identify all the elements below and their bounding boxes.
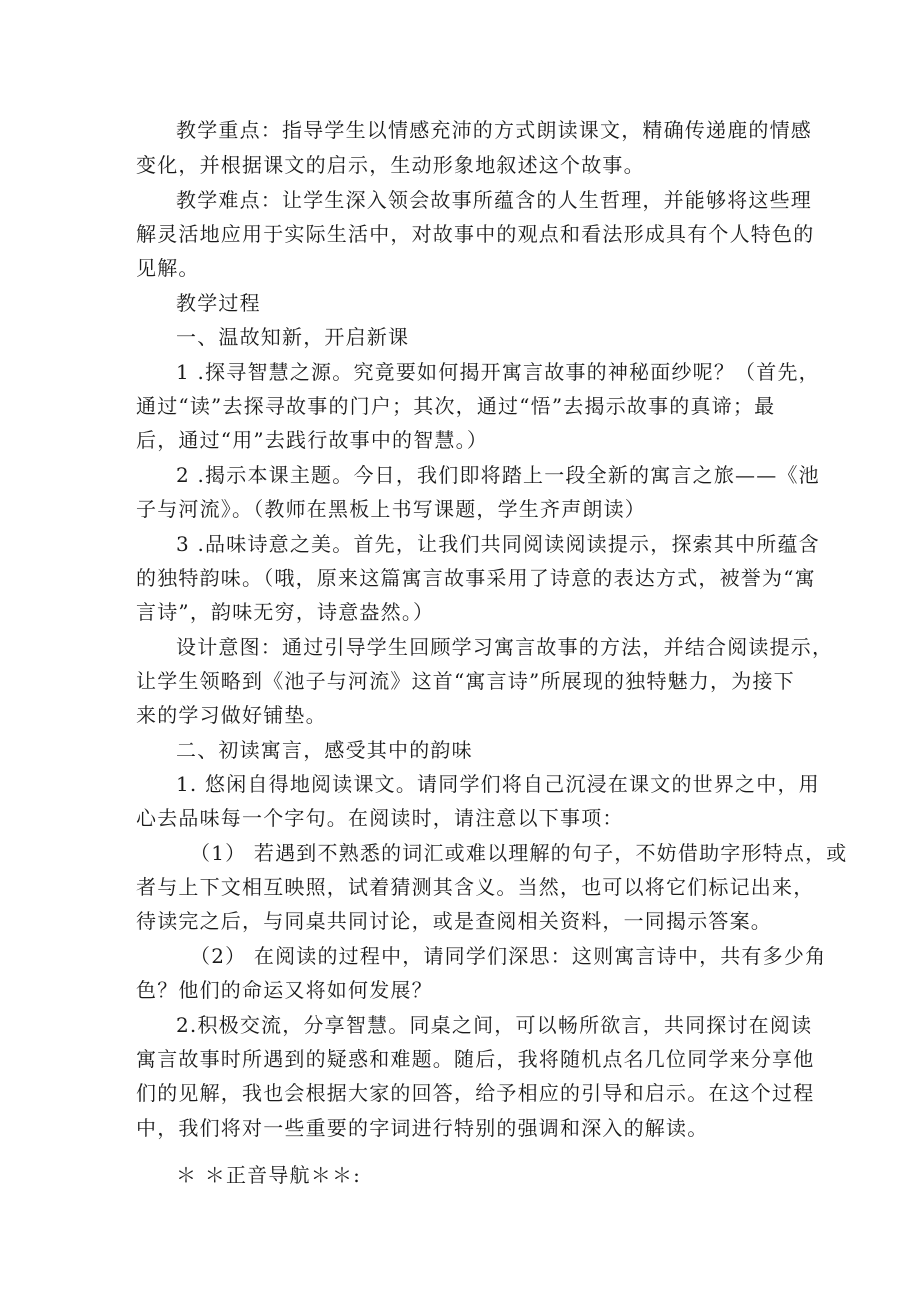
- read-item-2-line-2: 寓言故事时所遇到的疑惑和难题。随后，我将随机点名几位同学来分享他: [136, 1047, 815, 1071]
- sub-item-2-line-2: 色？他们的命运又将如何发展？: [136, 978, 433, 1002]
- item-1-line-1: 1 .探寻智慧之源。究竟要如何揭开寓言故事的神秘面纱呢？（首先，: [176, 360, 820, 384]
- design-intent-line-1: 设计意图：通过引导学生回顾学习寓言故事的方法，并结合阅读提示，: [176, 635, 834, 659]
- key-point-line-1: 教学重点：指导学生以情感充沛的方式朗读课文，精确传递鹿的情感: [176, 118, 812, 142]
- sub-item-1-line-3: 待读完之后，与同桌共同讨论，或是查阅相关资料，一同揭示答案。: [136, 909, 772, 933]
- difficulty-line-3: 见解。: [136, 256, 200, 280]
- difficulty-line-2: 解灵活地应用于实际生活中，对故事中的观点和看法形成具有个人特色的: [136, 222, 815, 246]
- item-3-line-2: 的独特韵味。（哦，原来这篇寓言故事采用了诗意的表达方式，被誉为“寓: [136, 566, 816, 590]
- sub-item-1-line-2: 者与上下文相互映照，试着猜测其含义。当然，也可以将它们标记出来，: [136, 875, 815, 899]
- item-2-line-1: 2 .揭示本课主题。今日，我们即将踏上一段全新的寓言之旅——《池: [176, 463, 820, 487]
- section-heading-2: 二、初读寓言，感受其中的韵味: [176, 738, 473, 762]
- item-3-line-3: 言诗”，韵味无穷，诗意盎然。）: [136, 600, 435, 624]
- difficulty-line-1: 教学难点：让学生深入领会故事所蕴含的人生哲理，并能够将这些理: [176, 188, 812, 212]
- item-3-line-1: 3 .品味诗意之美。首先，让我们共同阅读阅读提示，探索其中所蕴含: [176, 532, 820, 556]
- item-1-line-2: 通过“读”去探寻故事的门户；其次，通过“悟”去揭示故事的真谛；最: [136, 394, 776, 418]
- item-2-line-2: 子与河流》。（教师在黑板上书写课题，学生齐声朗读）: [136, 497, 646, 521]
- read-item-1-line-2: 心去品味每一个字句。在阅读时，请注意以下事项：: [136, 806, 624, 830]
- key-point-line-2: 变化，并根据课文的启示，生动形象地叙述这个故事。: [136, 153, 645, 177]
- read-item-2-line-4: 中，我们将对一些重要的字词进行特别的强调和深入的解读。: [136, 1116, 709, 1140]
- read-item-2-line-1: 2.积极交流，分享智慧。同桌之间，可以畅所欲言，共同探讨在阅读: [176, 1013, 813, 1037]
- pronunciation-guide-heading: ＊ ＊正音导航＊＊:: [176, 1163, 362, 1187]
- sub-item-1-line-1: （1） 若遇到不熟悉的词汇或难以理解的句子，不妨借助字形特点，或: [190, 841, 848, 865]
- section-heading-1: 一、温故知新，开启新课: [176, 325, 410, 349]
- design-intent-line-3: 来的学习做好铺垫。: [136, 703, 327, 727]
- section-heading-process: 教学过程: [176, 291, 261, 315]
- item-1-line-3: 后，通过“用”去践行故事中的智慧。）: [136, 428, 489, 452]
- read-item-1-line-1: 1. 悠闲自得地阅读课文。请同学们将自己沉浸在课文的世界之中，用: [176, 772, 820, 796]
- sub-item-2-line-1: （2） 在阅读的过程中，请同学们深思：这则寓言诗中，共有多少角: [190, 944, 827, 968]
- design-intent-line-2: 让学生领略到《池子与河流》这首“寓言诗”所展现的独特魅力，为接下: [136, 669, 795, 693]
- read-item-2-line-3: 们的见解，我也会根据大家的回答，给予相应的引导和启示。在这个过程: [136, 1081, 815, 1105]
